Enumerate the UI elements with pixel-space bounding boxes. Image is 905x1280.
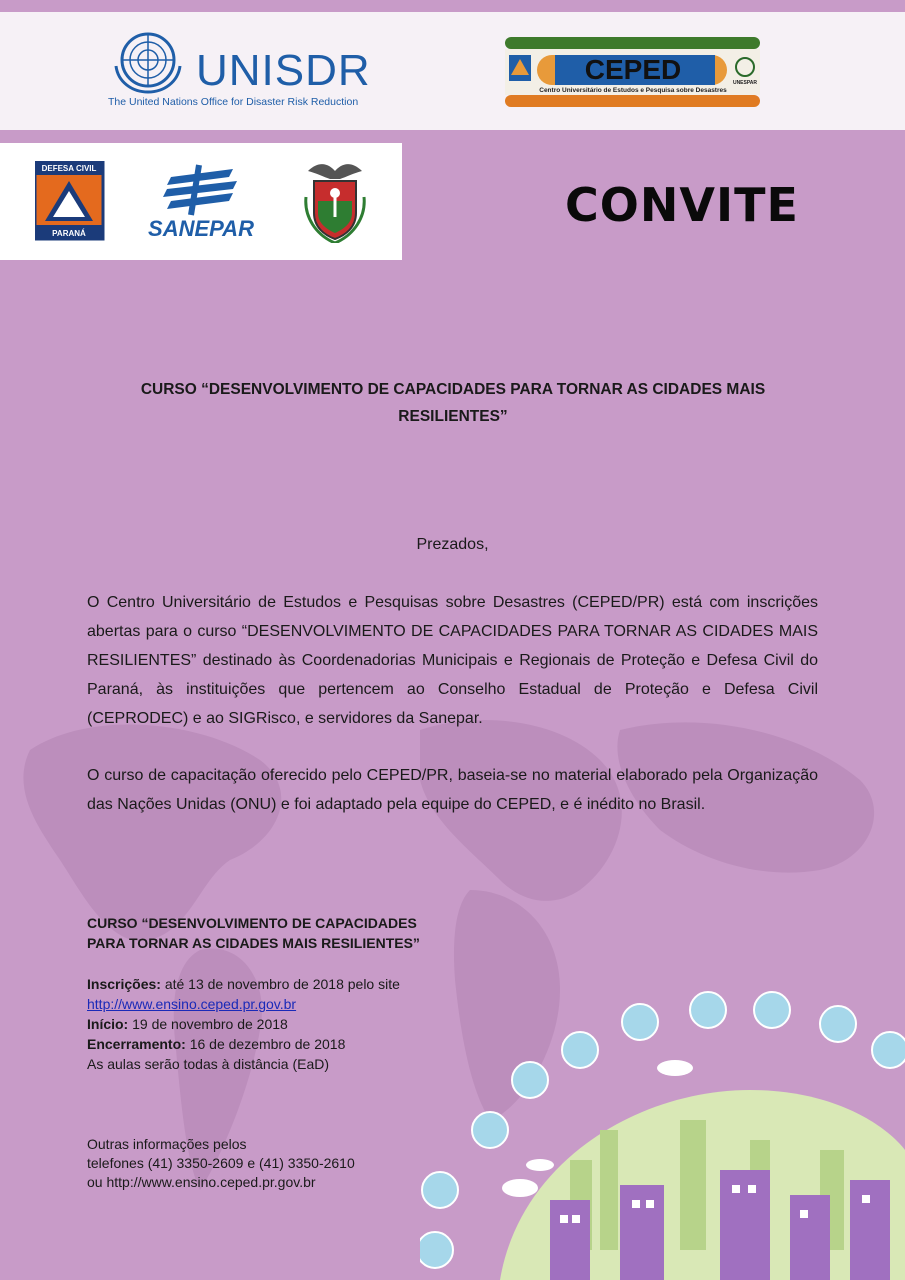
modalidade: As aulas serão todas à distância (EaD) <box>87 1056 330 1072</box>
partner-logos <box>0 143 402 260</box>
inscricoes-label: Inscrições: <box>87 976 161 992</box>
inicio-label: Início: <box>87 1016 129 1032</box>
ceped-subtitle: Centro Universitário de Estudos e Pesquisa sobre Desastres <box>539 87 727 94</box>
unisdr-subtitle: The United Nations Office for Disaster Risk Reduction <box>108 96 359 108</box>
course-title-line-2: PARA TORNAR AS CIDADES MAIS RESILIENTES” <box>87 935 420 951</box>
encerramento-label: Encerramento: <box>87 1036 186 1052</box>
defesa-civil-logo <box>35 161 105 241</box>
svg-text:PARANÁ: PARANÁ <box>52 229 86 238</box>
invitation-heading: CONVITE <box>565 178 799 232</box>
contact-line-2: telefones (41) 3350-2609 e (41) 3350-2610 <box>87 1155 355 1171</box>
course-title-line-1: CURSO “DESENVOLVIMENTO DE CAPACIDADES <box>87 915 417 931</box>
course-headline <box>90 376 816 430</box>
encerramento-value: 16 de dezembro de 2018 <box>185 1036 346 1052</box>
svg-text:SANEPAR: SANEPAR <box>148 216 254 241</box>
header-bar <box>0 12 905 130</box>
parana-coat-of-arms-icon <box>300 157 370 243</box>
unisdr-logo <box>108 30 378 120</box>
contact-line-3: ou http://www.ensino.ceped.pr.gov.br <box>87 1174 316 1190</box>
sanepar-logo <box>133 161 273 241</box>
resilient-city-illustration <box>420 980 905 1280</box>
inicio-value: 19 de novembro de 2018 <box>128 1016 288 1032</box>
unespar-label: UNESPAR <box>732 80 758 86</box>
paragraph-course-description: O curso de capacitação oferecido pelo CEPED/PR, baseia-se no material elaborado pela Organização das Nações Unidas (ONU) e foi adaptado pela equipe do CEPED, e é inédito no Brasil. <box>87 767 818 813</box>
svg-text:DEFESA CIVIL: DEFESA CIVIL <box>41 164 97 173</box>
ceped-logo <box>505 37 760 107</box>
paragraph-intro: O Centro Universitário de Estudos e Pesquisas sobre Desastres (CEPED/PR) está com inscrições abertas para o curso “DESENVOLVIMENTO DE CAPACIDADES PARA TORNAR AS CIDADES MAIS RESILIENTES” destinado às Coordenadorias Municipais e Regionais de Proteção e Defesa Civil do Paraná, às instituições que pertencem ao Conselho Estadual de Proteção e Defesa Civil (CEPRODEC) e ao SIGRisco, e servidores da Sanepar. <box>87 594 818 727</box>
course-title <box>87 913 507 953</box>
unisdr-wordmark: UNISDR <box>196 46 371 95</box>
headline-line-2: RESILIENTES” <box>398 408 508 425</box>
contact-line-1: Outras informações pelos <box>87 1136 247 1152</box>
ceped-wordmark: CEPED <box>584 54 682 85</box>
greeting: Prezados, <box>416 536 489 553</box>
headline-line-1: CURSO “DESENVOLVIMENTO DE CAPACIDADES PARA TORNAR AS CIDADES MAIS <box>140 381 766 398</box>
un-emblem-icon <box>108 30 188 96</box>
inscricoes-value: até 13 de novembro de 2018 pelo site <box>160 976 400 992</box>
registration-link[interactable]: http://www.ensino.ceped.pr.gov.br <box>87 996 297 1012</box>
